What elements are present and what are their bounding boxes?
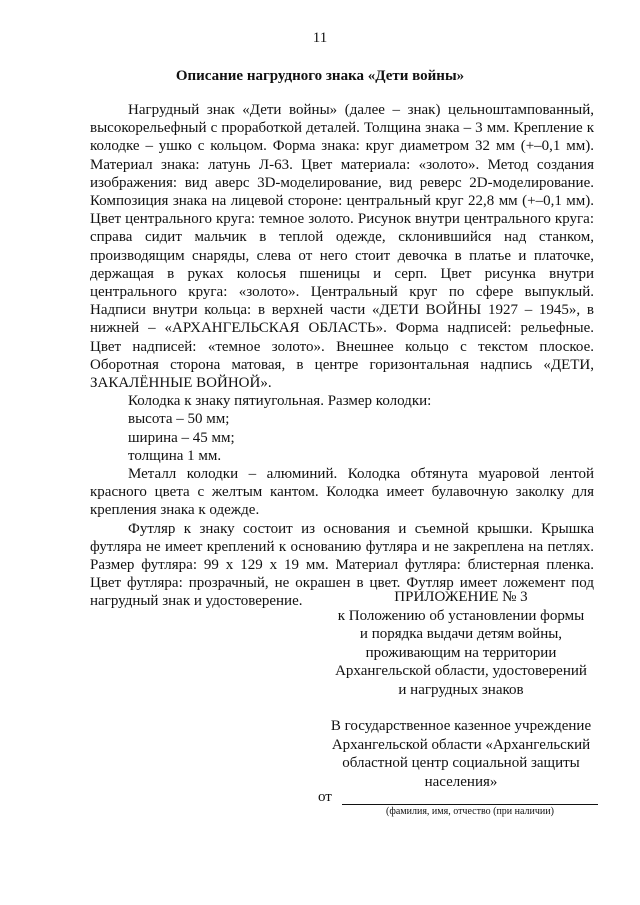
page-number: 11 [312,30,328,46]
appendix-line: Архангельской области, удостоверений [335,663,587,680]
from-field-hint: (фамилия, имя, отчество (при наличии) [386,806,554,817]
appendix-line: ПРИЛОЖЕНИЕ № 3 [394,589,528,605]
from-label: от [318,789,332,805]
description-body [90,101,594,611]
addressee-block [316,717,606,791]
section-title: Описание нагрудного знака «Дети войны» [175,68,465,84]
bar-thickness-item: толщина 1 мм. [128,447,222,464]
addressee-line: Архангельской области «Архангельский [331,736,591,753]
addressee-line: областной центр социальной защиты [342,755,580,772]
appendix-line: и нагрудных знаков [398,681,524,698]
bar-material-paragraph: Металл колодки – алюминий. Колодка обтянута муаровой лентой красного цвета с желтым кантом. Колодка имеет булавочную заколку для крепления знака к одежде. [90,466,594,519]
appendix-line: проживающим на территории [365,644,557,661]
from-blank-line [342,804,598,805]
badge-description-paragraph: Нагрудный знак «Дети войны» (далее – знак) цельноштампованный, высокорельефный с проработкой деталей. Толщина знака – 3 мм. Крепление к колодке – ушко с кольцом. Форма знака: круг диаметром 32 мм (+–0,1 мм). Материал знака: латунь Л-63. Цвет материала: «золото». Метод создания изображения: вид аверс 3D-моделирование, вид реверс 2D-моделирование. Композиция знака на лицевой стороне: центральный круг 22,8 мм (+–0,1 мм). Цвет центрального круга: темное золото. Рисунок внутри центрального круга: справа сидит мальчик в теплой одежде, склонившийся над станком, производящим снаряды, слева от него стоит девочка в платье и платочке, держащая в руках колосья пшеницы и серп. Цвет рисунка внутри центрального круга: «золото». Центральный круг по сфере выпуклый. Надписи внутри кольца: в верхней части «ДЕТИ ВОЙНЫ 1927 – 1945», в нижней – «АРХАНГЕЛЬСКАЯ ОБЛАСТЬ». Форма надписей: рельефные. Цвет надписей: «темное золото». Внешнее кольцо с текстом плоское. Оборотная сторона матовая, в центре горизонтальная надпись «ДЕТИ, ЗАКАЛЁННЫЕ ВОЙНОЙ». [90,102,594,392]
bar-height-item: высота – 50 мм; [128,411,230,428]
addressee-line: В государственное казенное учреждение [330,718,592,734]
appendix-header [316,588,606,700]
appendix-line: и порядка выдачи детям войны, [359,626,563,643]
bar-shape-paragraph: Колодка к знаку пятиугольная. Размер колодки: [128,393,432,410]
appendix-line: к Положению об установлении формы [337,607,585,624]
case-description-paragraph: Футляр к знаку состоит из основания и съемной крышки. Крышка футляра не имеет креплений к основанию футляра и не закреплена на петлях. Размер футляра: 99 х 129 х 19 мм. Материал футляра: блистерная пленка. Цвет футляра: прозрачный, не окрашен в цвет. Футляр имеет ложемент под нагрудный знак и удостоверение. [90,520,594,610]
bar-width-item: ширина – 45 мм; [128,429,235,446]
addressee-line: населения» [424,773,498,790]
